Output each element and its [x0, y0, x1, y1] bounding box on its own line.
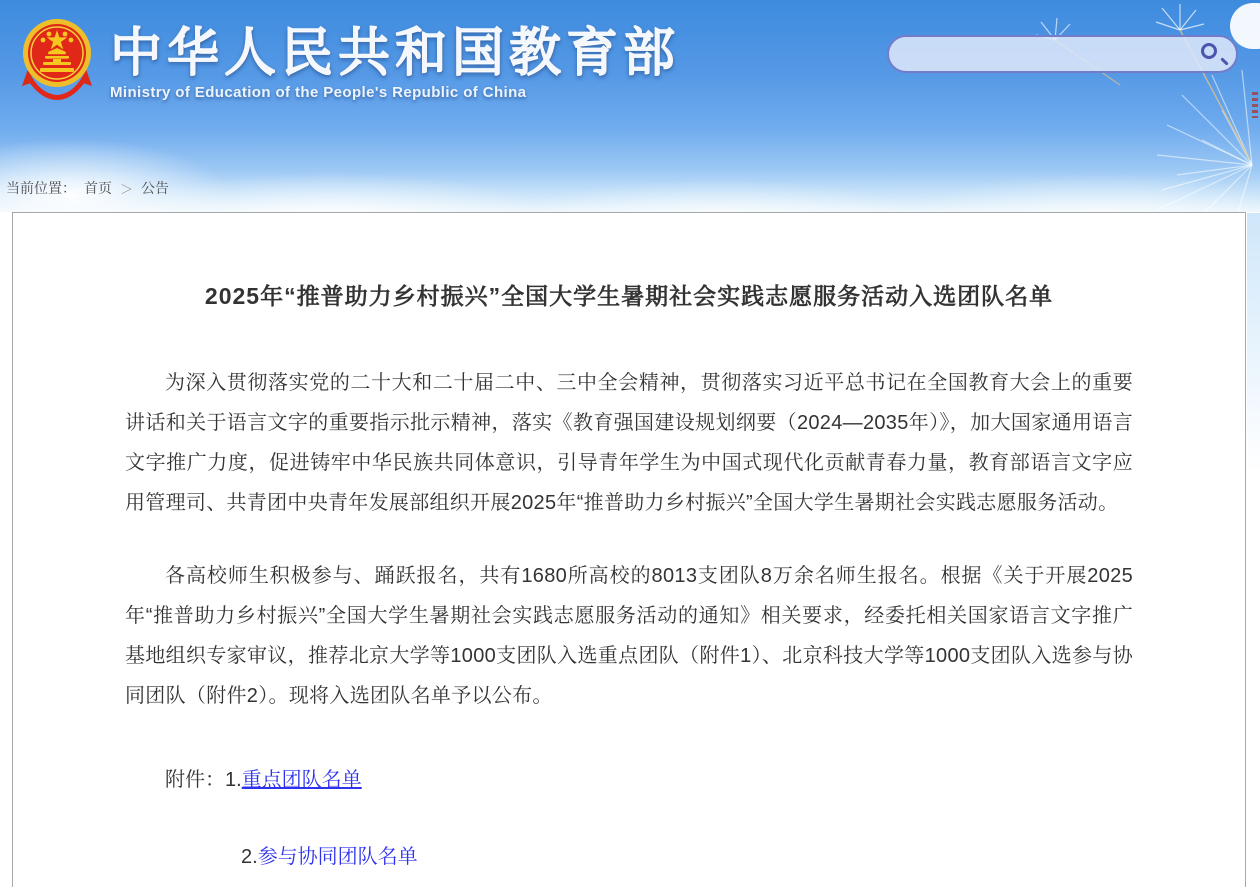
attachments-label: 附件：: [165, 769, 225, 791]
search-icon-handle: [1220, 57, 1228, 65]
site-header: [0, 0, 1260, 212]
breadcrumb-announcements-link[interactable]: 公告: [141, 180, 170, 196]
attachment-row-2: [125, 837, 1133, 877]
dandelion-seed-head: [1252, 92, 1258, 118]
attachment-row-1: [125, 760, 1133, 800]
search-icon: [1201, 43, 1217, 59]
attachment-2-link[interactable]: 参与协同团队名单: [257, 846, 418, 868]
attachment-1-link[interactable]: 重点团队名单: [241, 769, 362, 791]
dandelion-decoration: [1000, 0, 1260, 212]
breadcrumb-prefix: 当前位置：: [6, 180, 76, 196]
sky-fade-strip: [1247, 213, 1260, 473]
breadcrumb: [6, 178, 169, 198]
breadcrumb-home-link[interactable]: 首页: [84, 180, 112, 196]
attachment-2-number: 2.: [241, 846, 258, 868]
article-paragraph-2: 各高校师生积极参与、踊跃报名，共有1680所高校的8013支团队8万余名师生报名。根据《关于开展2025年“推普助力乡村振兴”全国大学生暑期社会实践志愿服务活动的通知》相关要求，经委托相关国家语言文字推广基地组织专家审议，推荐北京大学等1000支团队入选重点团队（附件1）、北京科技大学等1000支团队入选参与协同团队（附件2）。现将入选团队名单予以公布。: [125, 565, 1133, 707]
attachment-1-number: 1.: [225, 769, 242, 791]
site-subtitle-en: Ministry of Education of the People's Republic of China: [110, 84, 527, 101]
search-box: [887, 35, 1238, 73]
national-emblem-icon: [20, 14, 94, 104]
breadcrumb-separator-icon: ＞: [120, 181, 134, 197]
site-title: 中华人民共和国教育部: [110, 24, 681, 82]
article-title: 2025年“推普助力乡村振兴”全国大学生暑期社会实践志愿服务活动入选团队名单: [204, 283, 1054, 309]
search-button[interactable]: [1196, 37, 1236, 71]
search-input[interactable]: [889, 37, 1196, 71]
article-paragraph-1: 为深入贯彻落实党的二十大和二十届二中、三中全会精神，贯彻落实习近平总书记在全国教育大会上的重要讲话和关于语言文字的重要指示批示精神，落实《教育强国建设规划纲要（2024—2035年）》，加大国家通用语言文字推广力度，促进铸牢中华民族共同体意识，引导青年学生为中国式现代化贡献青春力量，教育部语言文字应用管理司、共青团中央青年发展部组织开展2025年“推普助力乡村振兴”全国大学生暑期社会实践志愿服务活动。: [125, 372, 1133, 514]
ministry-logo[interactable]: [20, 14, 680, 104]
attachments-section: [125, 760, 1133, 877]
article-container: [12, 212, 1246, 887]
